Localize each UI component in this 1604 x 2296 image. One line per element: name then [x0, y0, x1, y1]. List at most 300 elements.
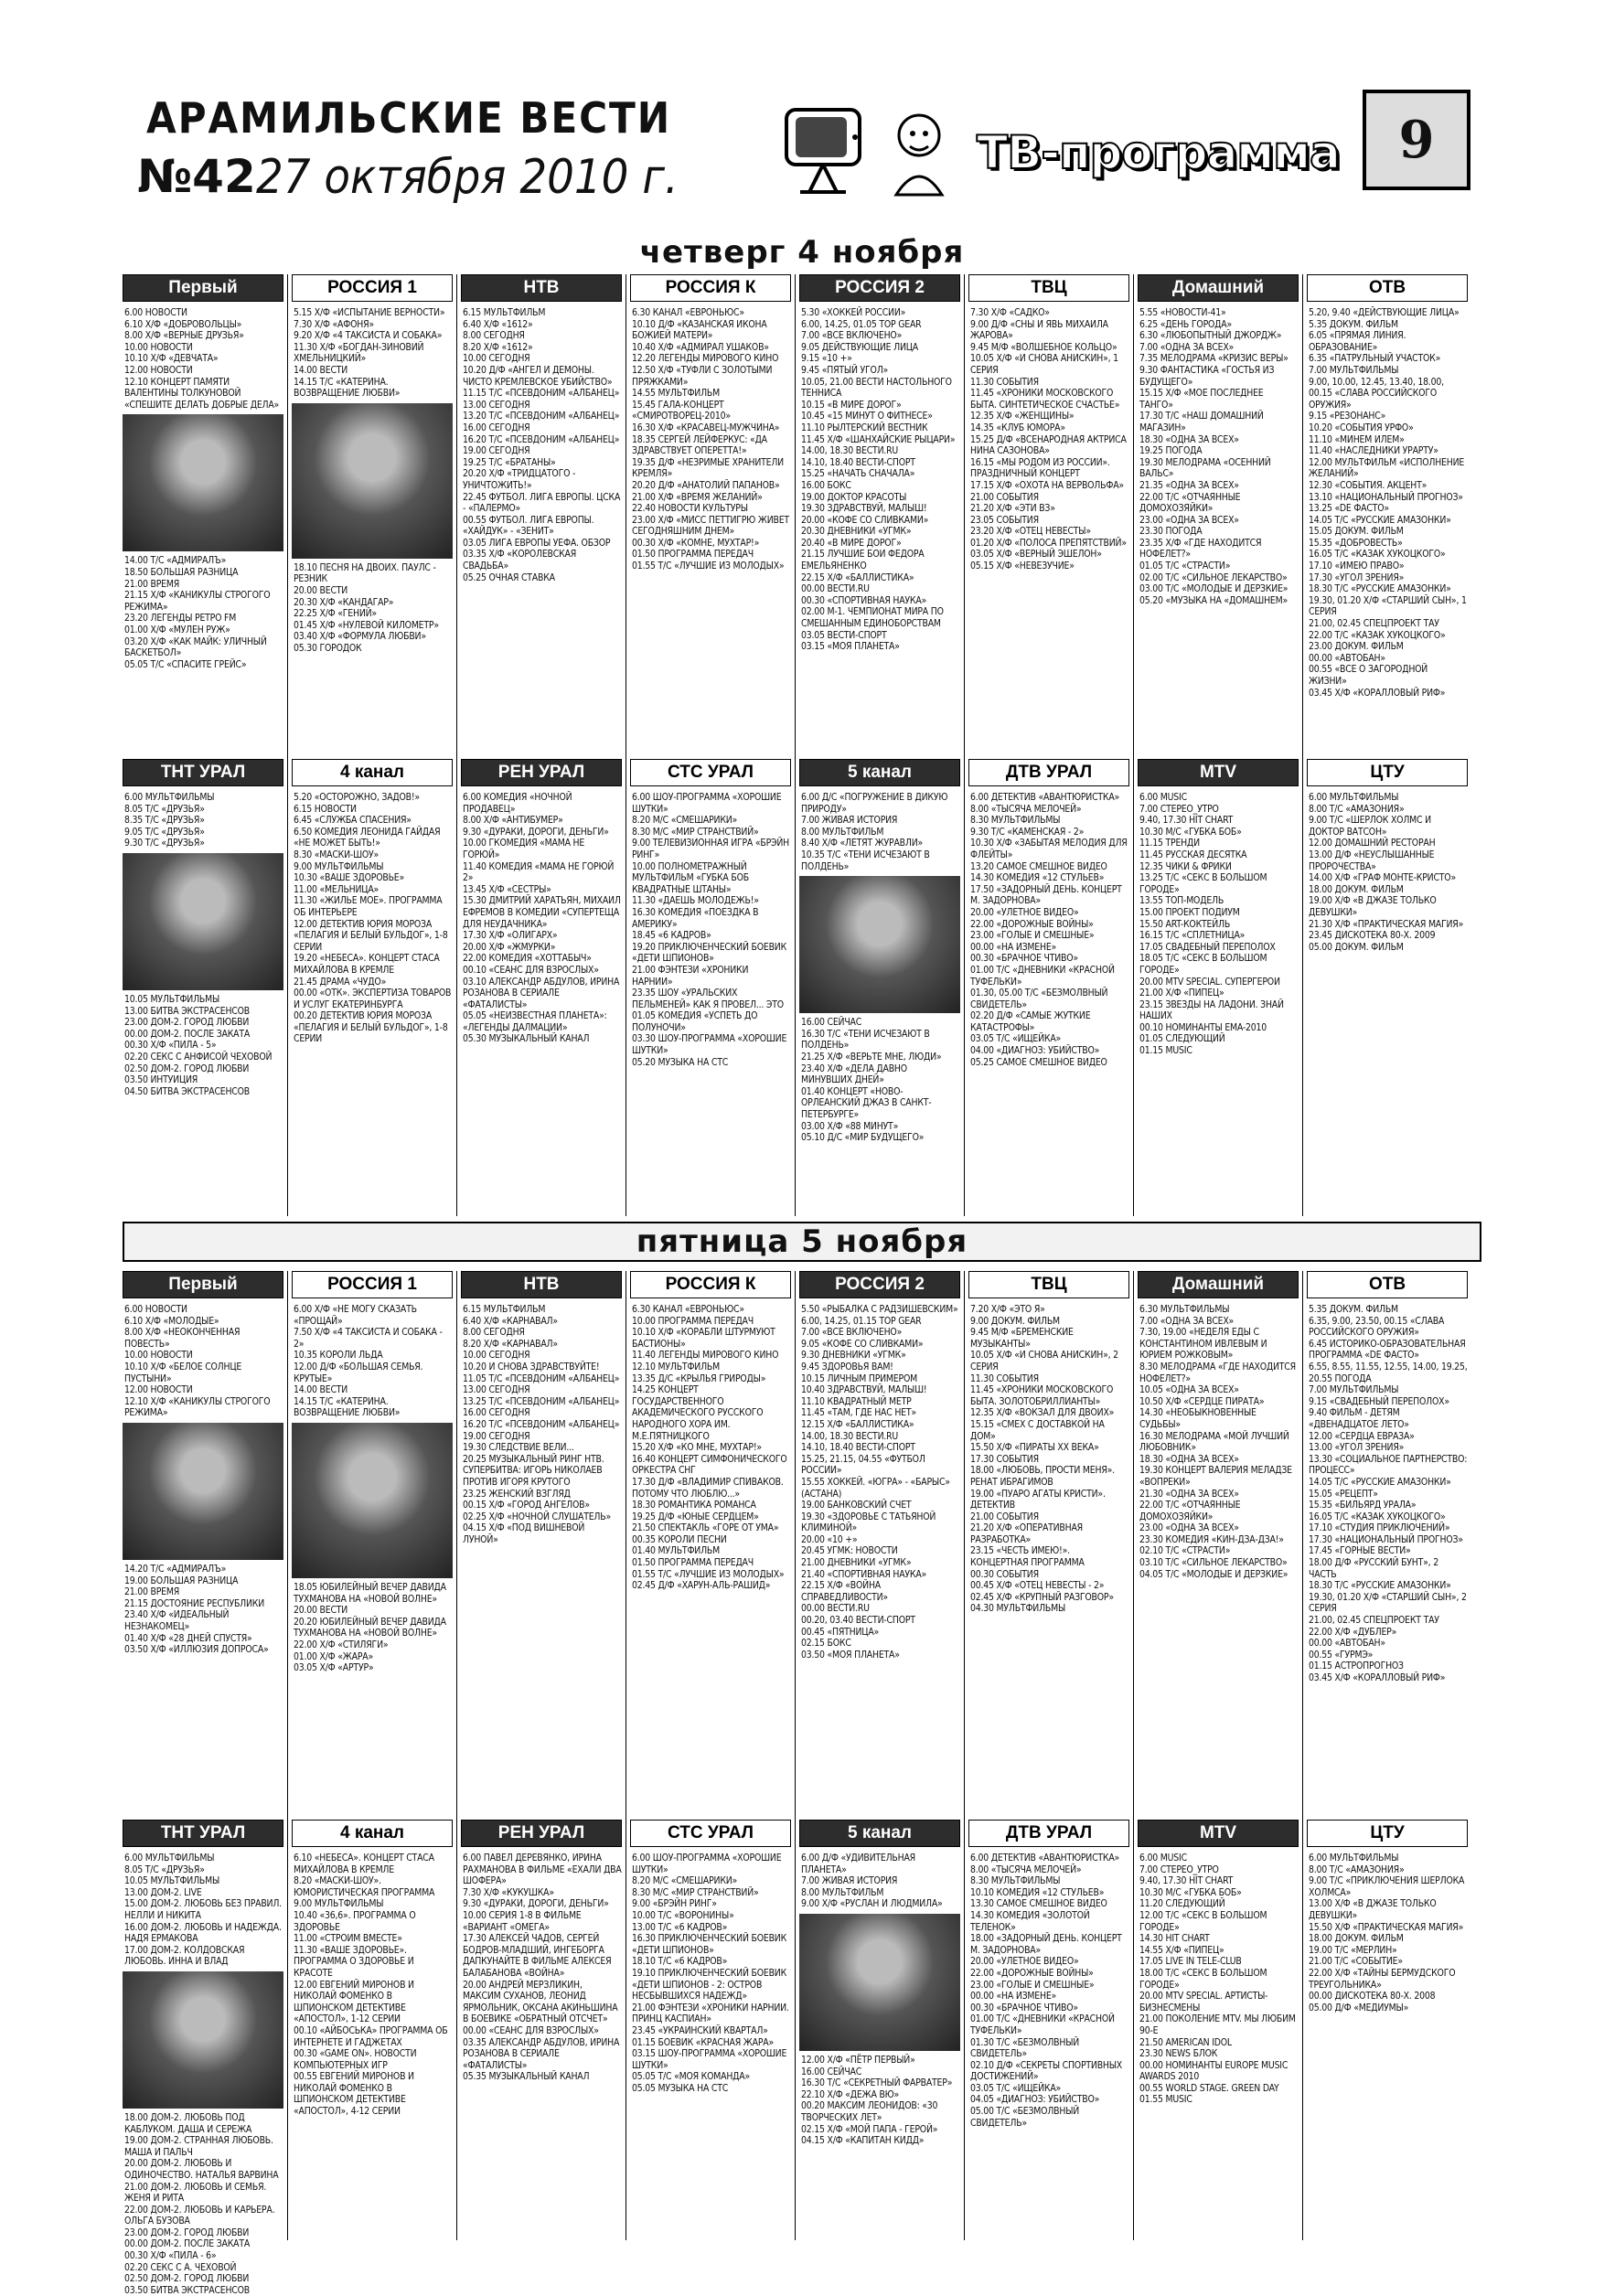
program-item: 9.00 ДОКУМ. ФИЛЬМ — [970, 1315, 1060, 1327]
channel-column — [1138, 1820, 1299, 2240]
program-item: 6.15 МУЛЬТФИЛЬМ — [463, 307, 546, 318]
program-item: 5.50 «РЫБАЛКА С РАДЗИШЕВСКИМ» — [801, 1304, 958, 1315]
channel-logo — [630, 274, 791, 302]
program-item: 03.45 Х/Ф «КОРАЛЛОВЫЙ РИФ» — [1309, 687, 1446, 699]
program-item: 01.40 Х/Ф «28 ДНЕЙ СПУСТЯ» — [124, 1632, 252, 1644]
program-item: 10.00 ПРОГРАММА ПЕРЕДАЧ — [632, 1315, 754, 1327]
program-item: 12.00 Т/С «СЕКС В БОЛЬШОМ ГОРОДЕ» — [1139, 1909, 1267, 1933]
channel-name: НТВ — [523, 1275, 560, 1294]
program-item: 10.05 МУЛЬТФИЛЬМЫ — [124, 1875, 220, 1887]
program-item: 01.05 СЛЕДУЮЩИЙ — [1139, 1033, 1225, 1045]
program-item: 23.45 «УКРАИНСКИЙ КВАРТАЛ» — [632, 2024, 768, 2036]
program-item: 18.00 ДОКУМ. ФИЛЬМ — [1309, 1933, 1404, 1945]
channel-column — [630, 759, 791, 1216]
program-item: 10.05 Х/Ф «И СНОВА АНИСКИН», 1 СЕРИЯ — [970, 353, 1118, 376]
program-item: 6.30 МУЛЬТФИЛЬМЫ — [1139, 1304, 1230, 1315]
channel-column — [799, 274, 960, 750]
program-item: 00.55 ЕВГЕНИЙ МИРОНОВ И НИКОЛАЙ ФОМЕНКО В ШПИОНСКОМ ДЕТЕКТИВЕ «АПОСТОЛ», 4-12 СЕРИИ — [294, 2071, 414, 2118]
program-item: 23.45 ДИСКОТЕКА 80-Х. 2009 — [1309, 930, 1436, 942]
program-item: 8.05 Т/С «ДРУЗЬЯ» — [124, 803, 205, 815]
program-item: 20.00 «КОФЕ СО СЛИВКАМИ» — [801, 514, 929, 526]
program-item: 14.00 ВЕСТИ — [294, 364, 348, 376]
program-item: 02.10 Т/С «СТРАСТИ» — [1139, 1545, 1231, 1557]
program-item: 13.00 СЕГОДНЯ — [463, 399, 530, 411]
program-item: 02.00 М-1. ЧЕМПИОНАТ МИРА ПО СМЕШАННЫМ ЕДИНОБОРСТВАМ — [801, 606, 944, 630]
program-item: 02.45 Х/Ф «КРУПНЫЙ РАЗГОВОР» — [970, 1591, 1114, 1603]
program-item: 17.30 Т/С «НАШ ДОМАШНИЙ МАГАЗИН» — [1139, 411, 1264, 433]
program-item: 6.00 КОМЕДИЯ «НОЧНОЙ ПРОДАВЕЦ» — [463, 792, 572, 815]
program-item: 8.00 МУЛЬТФИЛЬМ — [801, 826, 884, 838]
program-item: 20.30 ДНЕВНИКИ «УГМК» — [801, 526, 912, 538]
channel-logo — [292, 1271, 453, 1298]
program-item: 13.30 «СОЦИАЛЬНОЕ ПАРТНЕРСТВО: ПРОЦЕСС» — [1309, 1453, 1468, 1477]
program-list — [630, 307, 791, 572]
channel-name: 5 канал — [847, 1823, 913, 1842]
program-item: 19.00 «ПУАРО АГАТЫ КРИСТИ». ДЕТЕКТИВ — [970, 1488, 1106, 1511]
program-item: 14.15 Т/С «КАТЕРИНА. ВОЗВРАЩЕНИЕ ЛЮБВИ» — [294, 376, 401, 400]
program-item: 15.00 ПРОЕКТ ПОДИУМ — [1139, 906, 1240, 918]
program-item: 10.30 М/С «ГУБКА БОБ» — [1139, 826, 1242, 838]
program-item: 16.00 СЕЙЧАС — [801, 1017, 862, 1029]
program-item: 23.15 ЗВЕЗДЫ НА ЛАДОНИ. ЗНАЙ НАШИХ — [1139, 998, 1284, 1022]
program-item: 6.45 ИСТОРИКО-ОБРАЗОВАТЕЛЬНАЯ ПРОГРАММА «DE ФАСТО» — [1309, 1338, 1466, 1362]
program-item: 13.00 ДОМ-2. LIVE — [124, 1886, 202, 1898]
program-item: 9.30 «ДУРАКИ, ДОРОГИ, ДЕНЬГИ» — [463, 826, 609, 838]
viewer-cartoon-icon — [878, 108, 960, 199]
program-item: 19.20 ПРИКЛЮЧЕНЧЕСКИЙ БОЕВИК «ДЕТИ ШПИОНОВ» — [632, 941, 787, 965]
program-item: 16.00 БОКС — [801, 479, 851, 491]
program-item: 11.45 РУССКАЯ ДЕСЯТКА — [1139, 849, 1247, 860]
program-item: 18.50 БОЛЬШАЯ РАЗНИЦА — [124, 566, 239, 578]
program-list — [1307, 307, 1468, 699]
channel-name: Первый — [168, 1275, 238, 1294]
channel-logo — [799, 274, 960, 302]
program-item: 04.05 «ДИАГНОЗ: УБИЙСТВО» — [970, 2094, 1100, 2106]
program-item: 13.55 ТОП-МОДЕЛЬ — [1139, 895, 1224, 907]
program-item: 10.40 Х/Ф «АДМИРАЛ УШАКОВ» — [632, 341, 769, 353]
channel-logo — [968, 274, 1129, 302]
channel-logo — [799, 1820, 960, 1847]
program-item: 15.15 «СМЕХ С ДОСТАВКОЙ НА ДОМ» — [970, 1418, 1105, 1442]
program-item: 8.35 Т/С «ДРУЗЬЯ» — [124, 815, 205, 827]
program-item: 17.30 «УГОЛ ЗРЕНИЯ» — [1309, 571, 1405, 583]
program-item: 22.00 Т/С «ОТЧАЯННЫЕ ДОМОХОЗЯЙКИ» — [1139, 1500, 1241, 1522]
program-item: 6.35, 9.00, 23.50, 00.15 «СЛАВА РОССИЙСКОГО ОРУЖИЯ» — [1309, 1315, 1445, 1339]
program-item: 01.20 Х/Ф «ПОЛОСА ПРЕПЯТСТВИЙ» — [970, 537, 1127, 549]
program-item: 00.30 Х/Ф «ПИЛА - 6» — [124, 2250, 217, 2262]
program-item: 11.30 «ЖИЛЬЕ МОЕ». ПРОГРАММА ОБ ИНТЕРЬЕРЕ — [294, 895, 443, 918]
program-item: 9.00 Т/С «ШЕРЛОК ХОЛМС И ДОКТОР ВАТСОН» — [1309, 815, 1431, 838]
program-item: 19.30 «ЗДОРОВЬЕ С ТАТЬЯНОЙ КЛИМИНОЙ» — [801, 1511, 936, 1534]
schedule-grid — [123, 1271, 1481, 2296]
program-item: 5.55 «НОВОСТИ-41» — [1139, 307, 1226, 318]
program-item: 01.15 MUSIC — [1139, 1045, 1192, 1057]
program-item: 10.05 «ОДНА ЗА ВСЕХ» — [1139, 1384, 1239, 1396]
program-item: 03.20 Х/Ф «КАК МАЙК: УЛИЧНЫЙ БАСКЕТБОЛ» — [124, 635, 267, 659]
program-item: 02.15 БОКС — [801, 1638, 851, 1650]
channel-name: ЦТУ — [1370, 763, 1405, 782]
program-item: 15.25, 21.15, 04.55 «ФУТБОЛ РОССИИ» — [801, 1453, 925, 1477]
program-item: 10.00 СЕГОДНЯ — [463, 1350, 530, 1362]
channel-logo — [461, 759, 622, 786]
program-item: 9.00 Х/Ф «РУСЛАН И ЛЮДМИЛА» — [801, 1898, 943, 1910]
program-item: 17.15 Х/Ф «ОХОТА НА ВЕРВОЛЬФА» — [970, 479, 1124, 491]
program-item: 7.00 «ВСЕ ВКЛЮЧЕНО» — [801, 1327, 903, 1339]
program-list — [292, 1304, 453, 1674]
page-number: 9 — [1363, 90, 1470, 190]
column-divider — [287, 1271, 288, 2240]
program-item: 10.40 ЗДРАВСТВУЙ, МАЛЫШ! — [801, 1384, 927, 1396]
program-item: 01.55 MUSIC — [1139, 2094, 1192, 2106]
program-item: 03.50 БИТВА ЭКСТРАСЕНСОВ — [124, 2284, 251, 2296]
program-item: 9.45 «ПЯТЫЙ УГОЛ» — [801, 364, 889, 376]
day-heading: пятница 5 ноября — [123, 1222, 1481, 1262]
program-item: 13.00 Т/С «6 КАДРОВ» — [632, 1921, 728, 1933]
program-item: 02.15 Х/Ф «МОЙ ПАПА - ГЕРОЙ» — [801, 2123, 938, 2135]
program-item: 22.00 Т/С «КАЗАК ХУКОЦКОГО» — [1309, 629, 1446, 641]
program-item: 21.00, 02.45 СПЕЦПРОЕКТ ТАУ — [1309, 1615, 1439, 1627]
channel-name: Первый — [168, 278, 238, 297]
program-item: 05.30 ГОРОДОК — [294, 642, 362, 654]
program-item: 21.35 «ОДНА ЗА ВСЕХ» — [1139, 479, 1239, 491]
channel-column — [968, 1820, 1129, 2240]
channel-logo — [292, 1820, 453, 1847]
program-item: 8.00 «ТЫСЯЧА МЕЛОЧЕЙ» — [970, 803, 1082, 815]
program-item: 20.00 MTV SPECIAL. СУПЕРГЕРОИ — [1139, 976, 1280, 988]
program-item: 8.20 М/С «СМЕШАРИКИ» — [632, 815, 738, 827]
program-item: 6.15 НОВОСТИ — [294, 803, 357, 815]
program-item: 20.00 ВЕСТИ — [294, 584, 348, 596]
program-item: 17.10 «СТУДИЯ ПРИКЛЮЧЕНИЙ» — [1309, 1522, 1450, 1534]
program-item: 10.05, 21.00 ВЕСТИ НАСТОЛЬНОГО ТЕННИСА — [801, 376, 952, 400]
program-item: 8.00 СЕГОДНЯ — [463, 330, 525, 342]
program-item: 7.30 Х/Ф «АФОНЯ» — [294, 318, 374, 330]
program-item: 13.00 СЕГОДНЯ — [463, 1384, 530, 1396]
program-item: 00.00 «ОТК». ЭКСПЕРТИЗА ТОВАРОВ И УСЛУГ ЕКАТЕРИНБУРГА — [294, 988, 452, 1010]
program-item: 12.35 ЧИКИ & ФРИКИ — [1139, 860, 1232, 872]
channel-column — [1138, 759, 1299, 1216]
channel-name: РОССИЯ 1 — [327, 1275, 417, 1294]
program-item: 22.00 КОМЕДИЯ «ХОТТАБЫЧ» — [463, 953, 592, 965]
program-item: 00.10 «СЕАНС ДЛЯ ВЗРОСЛЫХ» — [463, 964, 599, 976]
program-item: 7.00 МУЛЬТФИЛЬМЫ — [1309, 1384, 1399, 1396]
program-item: 13.35 Д/С «КРЫЛЬЯ ГРИРОДЫ» — [632, 1372, 766, 1384]
program-item: 12.35 Х/Ф «ВОКЗАЛ ДЛЯ ДВОИХ» — [970, 1407, 1115, 1419]
program-item: 16.30 МЕЛОДРАМА «МОЙ ЛУЧШИЙ ЛЮБОВНИК» — [1139, 1430, 1289, 1454]
program-item: 11.10 РЫЛТЕРСКИЙ ВЕСТНИК — [801, 422, 928, 433]
program-item: 11.30 Х/Ф «БОГДАН-ЗИНОВИЙ ХМЕЛЬНИЦКИЙ» — [294, 341, 424, 365]
program-item: 7.00 «ОДНА ЗА ВСЕХ» — [1139, 341, 1235, 353]
program-list — [292, 792, 453, 1045]
program-item: 00.00 ВЕСТИ.RU — [801, 1603, 870, 1615]
program-item: 13.00 Д/Ф «НЕУСЛЫШАННЫЕ ПРОРОЧЕСТВА» — [1309, 849, 1435, 872]
program-item: 01.40 КОНЦЕРТ «НОВО-ОРЛЕАНСКИЙ ДЖАЗ В САНКТ-ПЕТЕРБУРГЕ» — [801, 1085, 932, 1120]
program-item: 6.35 «ПАТРУЛЬНЫЙ УЧАСТОК» — [1309, 353, 1441, 365]
program-item: 9.05 «КОФЕ СО СЛИВКАМИ» — [801, 1338, 924, 1350]
program-item: 11.30 СОБЫТИЯ — [970, 376, 1039, 388]
channel-column — [1307, 759, 1468, 1216]
program-item: 19.30, 01.20 Х/Ф «СТАРШИЙ СЫН», 2 СЕРИЯ — [1309, 1591, 1467, 1615]
day-heading: четверг 4 ноября — [639, 234, 965, 271]
program-item: 13.10 «НАЦИОНАЛЬНЫЙ ПРОГНОЗ» — [1309, 491, 1463, 503]
program-item: 6.00 MUSIC — [1139, 792, 1187, 803]
program-item: 13.20 Т/С «ПСЕВДОНИМ «АЛБАНЕЦ» — [463, 411, 620, 422]
program-item: 05.00 Т/С «БЕЗМОЛВНЫЙ СВИДЕТЕЛЬ» — [970, 2106, 1080, 2129]
channel-logo — [968, 1820, 1129, 1847]
program-item: 13.30 САМОЕ СМЕШНОЕ ВИДЕО — [970, 1898, 1107, 1910]
program-item: 05.20 «МУЗЫКА НА «ДОМАШНЕМ» — [1139, 594, 1288, 606]
program-item: 11.05 Т/С «ПСЕВДОНИМ «АЛБАНЕЦ» — [463, 1372, 620, 1384]
channel-column — [1138, 1271, 1299, 1810]
program-item: 17.30 Х/Ф «ОЛИГАРХ» — [463, 930, 558, 942]
program-item: 03.35 АЛЕКСАНДР АБДУЛОВ, ИРИНА РОЗАНОВА В СЕРИАЛЕ «ФАТАЛИСТЫ» — [463, 2036, 620, 2071]
program-item: 23.00 «ГОЛЫЕ И СМЕШНЫЕ» — [970, 1979, 1095, 1991]
program-item: 14.25 КОНЦЕРТ ГОСУДАРСТВЕННОГО АКАДЕМИЧЕСКОГО РУССКОГО НАРОДНОГО ХОРА ИМ. М.Е.ПЯТНИЦКОГО — [632, 1384, 764, 1442]
program-item: 16.30 Х/Ф «КРАСАВЕЦ-МУЖЧИНА» — [632, 422, 780, 433]
program-item: 01.05 КОМЕДИЯ «УСПЕТЬ ДО ПОЛУНОЧИ» — [632, 1010, 758, 1033]
program-item: 20.00 «УЛЕТНОЕ ВИДЕО» — [970, 906, 1079, 918]
program-item: 01.55 Т/С «ЛУЧШИЕ ИЗ МОЛОДЫХ» — [632, 561, 785, 572]
program-item: 03.00 Т/С «МОЛОДЫЕ И ДЕРЗКИЕ» — [1139, 583, 1289, 595]
channel-logo — [123, 1271, 283, 1298]
channel-logo — [292, 274, 453, 302]
program-item: 01.45 Х/Ф «НУЛЕВОЙ КИЛОМЕТР» — [294, 619, 439, 631]
channel-name: ЦТУ — [1370, 1823, 1405, 1842]
program-item: 5.35 ДОКУМ. ФИЛЬМ — [1309, 318, 1398, 330]
program-item: 00.55 WORLD STAGE. GREEN DAY — [1139, 2082, 1279, 2094]
program-item: 01.05 Т/С «СТРАСТИ» — [1139, 561, 1231, 572]
program-item: 03.05 Х/Ф «ВЕРНЫЙ ЭШЕЛОН» — [970, 549, 1102, 561]
program-item: 22.00 Х/Ф «ТАЙНЫ БЕРМУДСКОГО ТРЕУГОЛЬНИКА» — [1309, 1967, 1456, 1991]
program-item: 05.10 Д/С «МИР БУДУЩЕГО» — [801, 1132, 925, 1144]
program-item: 05.25 САМОЕ СМЕШНОЕ ВИДЕО — [970, 1056, 1107, 1068]
program-item: 05.20 МУЗЫКА НА СТС — [632, 1056, 729, 1068]
channel-name: РОССИЯ 2 — [835, 1275, 925, 1294]
program-item: 02.20 Д/Ф «САМЫЕ ЖУТКИЕ КАТАСТРОФЫ» — [970, 1010, 1091, 1033]
program-item: 9.15 «РЕЗОНАНС» — [1309, 411, 1386, 422]
program-item: 17.30 СОБЫТИЯ — [970, 1453, 1039, 1465]
program-item: 19.35 Д/Ф «НЕЗРИМЫЕ ХРАНИТЕЛИ КРЕМЛЯ» — [632, 456, 784, 480]
program-item: 6.00 ШОУ-ПРОГРАММА «ХОРОШИЕ ШУТКИ» — [632, 1853, 782, 1875]
program-item: 22.00 «ДОРОЖНЫЕ ВОЙНЫ» — [970, 1967, 1094, 1979]
program-item: 14.30 КОМЕДИЯ «ЗОЛОТОЙ ТЕЛЕНОК» — [970, 1909, 1090, 1933]
program-item: 20.30 Х/Ф «КАНДАГАР» — [294, 596, 394, 608]
program-item: 12.10 Х/Ф «КАНИКУЛЫ СТРОГОГО РЕЖИМА» — [124, 1395, 271, 1419]
program-item: 23.25 ЖЕНСКИЙ ВЗГЛЯД — [463, 1488, 571, 1500]
program-item: 14.20 Т/С «АДМИРАЛЪ» — [124, 1563, 227, 1575]
program-item: 13.00 Х/Ф «В ДЖАЗЕ ТОЛЬКО ДЕВУШКИ» — [1309, 1898, 1437, 1921]
program-item: 21.00 ФЭНТЕЗИ «ХРОНИКИ НАРНИИ. ПРИНЦ КАСПИАН» — [632, 2002, 789, 2025]
channel-column — [461, 1820, 622, 2240]
column-divider — [1302, 274, 1303, 1216]
program-item: 9.30 Т/С «ДРУЗЬЯ» — [124, 838, 205, 849]
program-item: 12.50 Х/Ф «ТУФЛИ С ЗОЛОТЫМИ ПРЯЖКАМИ» — [632, 364, 773, 388]
program-item: 21.00 ДОМ-2. ЛЮБОВЬ И СЕМЬЯ. ЖЕНЯ И РИТА — [124, 2181, 267, 2205]
channel-logo — [968, 1271, 1129, 1298]
photo — [123, 853, 283, 990]
program-item: 21.00, 02.45 СПЕЦПРОЕКТ ТАУ — [1309, 618, 1439, 630]
program-item: 23.00 ДОМ-2. ГОРОД ЛЮБВИ — [124, 1017, 250, 1029]
channel-column — [799, 1271, 960, 1810]
program-item: 03.05 ЛИГА ЕВРОПЫ УЕФА. ОБЗОР — [463, 537, 611, 549]
program-item: 03.05 Т/С «ИЩЕЙКА» — [970, 2082, 1062, 2094]
program-item: 01.55 Т/С «ЛУЧШИЕ ИЗ МОЛОДЫХ» — [632, 1568, 785, 1580]
program-item: 11.15 ТРЕНДИ — [1139, 838, 1200, 849]
program-item: 02.25 Х/Ф «НОЧНОЙ СЛУШАТЕЛЬ» — [463, 1511, 611, 1522]
program-item: 19.00 БАНКОВСКИЙ СЧЕТ — [801, 1500, 912, 1511]
program-item: 12.20 ЛЕГЕНДЫ МИРОВОГО КИНО — [632, 353, 779, 365]
program-item: 19.20 «НЕБЕСА». КОНЦЕРТ СТАСА МИХАЙЛОВА В КРЕМЛЕ — [294, 953, 440, 976]
channel-column — [123, 1271, 283, 1810]
program-item: 03.50 «МОЯ ПЛАНЕТА» — [801, 1649, 900, 1661]
program-item: 00.45 «ПЯТНИЦА» — [801, 1626, 880, 1638]
program-item: 17.30 АЛЕКСЕЙ ЧАДОВ, СЕРГЕЙ БОДРОВ-МЛАДШИЙ, ИНГЕБОРГА ДАПКУНАЙТЕ В ФИЛЬМЕ АЛЕКСЕЯ БАЛАБАНОВА «ВОЙНА» — [463, 1933, 612, 1979]
program-item: 23.30 NEWS БЛОК — [1139, 2048, 1218, 2060]
program-item: 14.00 Х/Ф «ГРАФ МОНТЕ-КРИСТО» — [1309, 872, 1456, 884]
program-item: 03.05 Х/Ф «АРТУР» — [294, 1662, 374, 1674]
program-item: 12.10 КОНЦЕРТ ПАМЯТИ ВАЛЕНТИНЫ ТОЛКУНОВОЙ «СПЕШИТЕ ДЕЛАТЬ ДОБРЫЕ ДЕЛА» — [124, 376, 280, 411]
program-item: 23.15 «ЧЕСТЬ ИМЕЮ!». КОНЦЕРТНАЯ ПРОГРАММА — [970, 1545, 1085, 1569]
program-item: 10.00 СЕРИЯ 1-8 В ФИЛЬМЕ «ВАРИАНТ «ОМЕГА» — [463, 1909, 582, 1933]
program-item: 22.45 ФУТБОЛ. ЛИГА ЕВРОПЫ. ЦСКА - «ПАЛЕРМО» — [463, 491, 621, 515]
program-item: 10.10 Х/Ф «ДЕВЧАТА» — [124, 353, 219, 365]
program-item: 00.00 ДОМ-2. ПОСЛЕ ЗАКАТА — [124, 1028, 251, 1040]
program-item: 22.25 Х/Ф «ГЕНИЙ» — [294, 608, 377, 620]
program-list — [630, 1853, 791, 2094]
program-item: 15.25 Д/Ф «ВСЕНАРОДНАЯ АКТРИСА НИНА САЗОНОВА» — [970, 433, 1127, 457]
program-item: 16.15 Т/С «СПЛЕТНИЦА» — [1139, 930, 1246, 942]
program-item: 23.40 Х/Ф «ИДЕАЛЬНЫЙ НЕЗНАКОМЕЦ» — [124, 1609, 230, 1632]
program-item: 9.00 «БРЭЙН РИНГ» — [632, 1898, 717, 1910]
program-item: 00.00 «НА ИЗМЕНЕ» — [970, 1991, 1057, 2002]
program-item: 14.00 ВЕСТИ — [294, 1384, 348, 1396]
program-item: 21.00 ДНЕВНИКИ «УГМК» — [801, 1557, 912, 1569]
program-item: 9.30 ДНЕВНИКИ «УГМК» — [801, 1350, 906, 1362]
program-item: 11.40 КОМЕДИЯ «МАМА НЕ ГОРЮЙ 2» — [463, 860, 615, 884]
channel-name: РОССИЯ К — [665, 278, 756, 297]
program-item: 23.30 ПОГОДА — [1139, 526, 1203, 538]
program-item: 6.30 КАНАЛ «ЕВРОНЬЮС» — [632, 1304, 744, 1315]
program-item: 21.00 ВРЕМЯ — [124, 578, 180, 590]
program-item: 00.00 НОМИНАНТЫ EUROPE MUSIC AWARDS 2010 — [1139, 2059, 1289, 2083]
program-item: 03.35 Х/Ф «КОРОЛЕВСКАЯ СВАДЬБА» — [463, 549, 576, 572]
channel-logo — [1307, 274, 1468, 302]
photo — [292, 1423, 453, 1578]
program-item: 8.20 Х/Ф «1612» — [463, 341, 533, 353]
channel-name: ТНТ УРАЛ — [160, 763, 246, 782]
program-item: 01.15 АСТРОПРОГНОЗ — [1309, 1661, 1404, 1672]
program-item: 00.30 СОБЫТИЯ — [970, 1568, 1039, 1580]
program-item: 00.00 ДИСКОТЕКА 80-Х. 2008 — [1309, 1991, 1436, 2002]
program-item: 03.10 Т/С «СИЛЬНОЕ ЛЕКАРСТВО» — [1139, 1557, 1288, 1569]
channel-column — [1307, 1271, 1468, 1810]
channel-column — [799, 759, 960, 1216]
program-item: 04.00 «ДИАГНОЗ: УБИЙСТВО» — [970, 1045, 1100, 1057]
issue-date: 27 октября 2010 г. — [256, 150, 679, 205]
program-list — [1138, 307, 1299, 606]
program-item: 15.05 «РЕЦЕПТ» — [1309, 1488, 1378, 1500]
program-item: 19.25 Д/Ф «ЮНЫЕ СЕРДЦЕМ» — [632, 1511, 759, 1522]
program-item: 15.45 ГАЛА-КОНЦЕРТ «СМИРОТВОРЕЦ-2010» — [632, 399, 731, 422]
program-item: 18.30 «ОДНА ЗА ВСЕХ» — [1139, 1453, 1239, 1465]
program-item: 01.50 ПРОГРАММА ПЕРЕДАЧ — [632, 549, 754, 561]
program-item: 00.00 «АВТОБАН» — [1309, 1638, 1385, 1650]
program-list — [968, 1304, 1129, 1615]
program-item: 14.55 Х/Ф «ПИПЕЦ» — [1139, 1944, 1224, 1956]
channel-column — [968, 274, 1129, 750]
program-list — [461, 1304, 622, 1545]
program-item: 9.00 ТЕЛЕВИЗИОННАЯ ИГРА «БРЭЙН РИНГ» — [632, 838, 790, 860]
program-item: 00.30 «БРАЧНОЕ ЧТИВО» — [970, 953, 1078, 965]
program-item: 11.10 КВАДРАТНЫЙ МЕТР — [801, 1395, 912, 1407]
program-item: 16.00 ДОМ-2. ЛЮБОВЬ И НАДЕЖДА. НАДЯ ЕРМАКОВА — [124, 1921, 282, 1945]
program-item: 23.00 «ОДНА ЗА ВСЕХ» — [1139, 1522, 1239, 1534]
program-item: 15.50 Х/Ф «ПРАКТИЧЕСКАЯ МАГИЯ» — [1309, 1921, 1464, 1933]
program-list — [1307, 1304, 1468, 1684]
program-item: 19.25 ПОГОДА — [1139, 445, 1203, 457]
program-item: 12.10 МУЛЬТФИЛЬМ — [632, 1361, 720, 1372]
program-item: 19.00 Т/С «МЕРЛИН» — [1309, 1944, 1397, 1956]
program-item: 6.00 Х/Ф «НЕ МОГУ СКАЗАТЬ «ПРОЩАЙ» — [294, 1304, 417, 1327]
channel-name: РЕН УРАЛ — [497, 1823, 585, 1842]
channel-logo — [1138, 274, 1299, 302]
program-item: 7.00 ЖИВАЯ ИСТОРИЯ — [801, 815, 898, 827]
channel-logo — [461, 1820, 622, 1847]
program-item: 21.45 ДРАМА «ЧУДО» — [294, 976, 387, 988]
program-item: 13.20 САМОЕ СМЕШНОЕ ВИДЕО — [970, 860, 1107, 872]
program-item: 00.00 ДОМ-2. ПОСЛЕ ЗАКАТА — [124, 2238, 251, 2250]
program-item: 10.00 Т/С «ВОРОНИНЫ» — [632, 1909, 734, 1921]
program-item: 13.00 БИТВА ЭКСТРАСЕНСОВ — [124, 1005, 251, 1017]
program-item: 02.50 ДОМ-2. ГОРОД ЛЮБВИ — [124, 1063, 250, 1074]
channel-name: 4 канал — [339, 763, 405, 782]
program-list — [1138, 1853, 1299, 2106]
program-item: 6.00, 14.25, 01.15 TOP GEAR — [801, 1315, 922, 1327]
program-item: 10.45 «15 МИНУТ О ФИТНЕСЕ» — [801, 411, 933, 422]
program-list — [461, 1853, 622, 2083]
channel-name: ТВЦ — [1031, 1275, 1067, 1294]
program-item: 00.35 КОРОЛИ ПЕСНИ — [632, 1533, 727, 1545]
program-item: 6.05 «ПРЯМАЯ ЛИНИЯ. ОБРАЗОВАНИЕ» — [1309, 330, 1406, 353]
program-item: 11.40 «НАСЛЕДНИКИ УРАРТУ» — [1309, 445, 1438, 457]
channel-column — [292, 1271, 453, 1810]
program-item: 05.15 Х/Ф «НЕВЕЗУЧИЕ» — [970, 561, 1075, 572]
program-item: 6.15 МУЛЬТФИЛЬМ — [463, 1304, 546, 1315]
channel-logo — [799, 1271, 960, 1298]
channel-name: MTV — [1199, 763, 1237, 782]
channel-column — [630, 1271, 791, 1810]
channel-logo — [1307, 1271, 1468, 1298]
program-item: 05.05 «НЕИЗВЕСТНАЯ ПЛАНЕТА»: «ЛЕГЕНДЫ ДАЛМАЦИИ» — [463, 1010, 607, 1033]
column-divider — [1133, 1271, 1134, 2240]
channel-column — [630, 274, 791, 750]
program-item: 00.30 Х/Ф «ПИЛА - 5» — [124, 1040, 217, 1052]
program-item: 16.30 Т/С «ТЕНИ ИСЧЕЗАЮТ В ПОЛДЕНЬ» — [801, 1028, 930, 1052]
program-item: 19.00 ДОМ-2. СТРАННАЯ ЛЮБОВЬ. МАША И ПАЛЬЧ — [124, 2135, 273, 2158]
program-item: 21.15 ДОСТОЯНИЕ РЕСПУБЛИКИ — [124, 1597, 265, 1609]
program-item: 15.35 «ДОБРОВЕСТЬ» — [1309, 537, 1403, 549]
program-item: 14.15 Т/С «КАТЕРИНА. ВОЗВРАЩЕНИЕ ЛЮБВИ» — [294, 1395, 401, 1419]
channel-column — [461, 274, 622, 750]
channel-logo — [461, 274, 622, 302]
program-item: 21.50 AMERICAN IDOL — [1139, 2036, 1232, 2048]
program-item: 22.00 «ДОРОЖНЫЕ ВОЙНЫ» — [970, 918, 1094, 930]
column-divider — [1302, 1271, 1303, 2240]
program-item: 01.50 ПРОГРАММА ПЕРЕДАЧ — [632, 1557, 754, 1569]
program-item: 16.20 Т/С «ПСЕВДОНИМ «АЛБАНЕЦ» — [463, 433, 620, 445]
program-item: 14.10, 18.40 ВЕСТИ-СПОРТ — [801, 456, 915, 468]
program-item: 03.10 АЛЕКСАНДР АБДУЛОВ, ИРИНА РОЗАНОВА В СЕРИАЛЕ «ФАТАЛИСТЫ» — [463, 976, 620, 1010]
